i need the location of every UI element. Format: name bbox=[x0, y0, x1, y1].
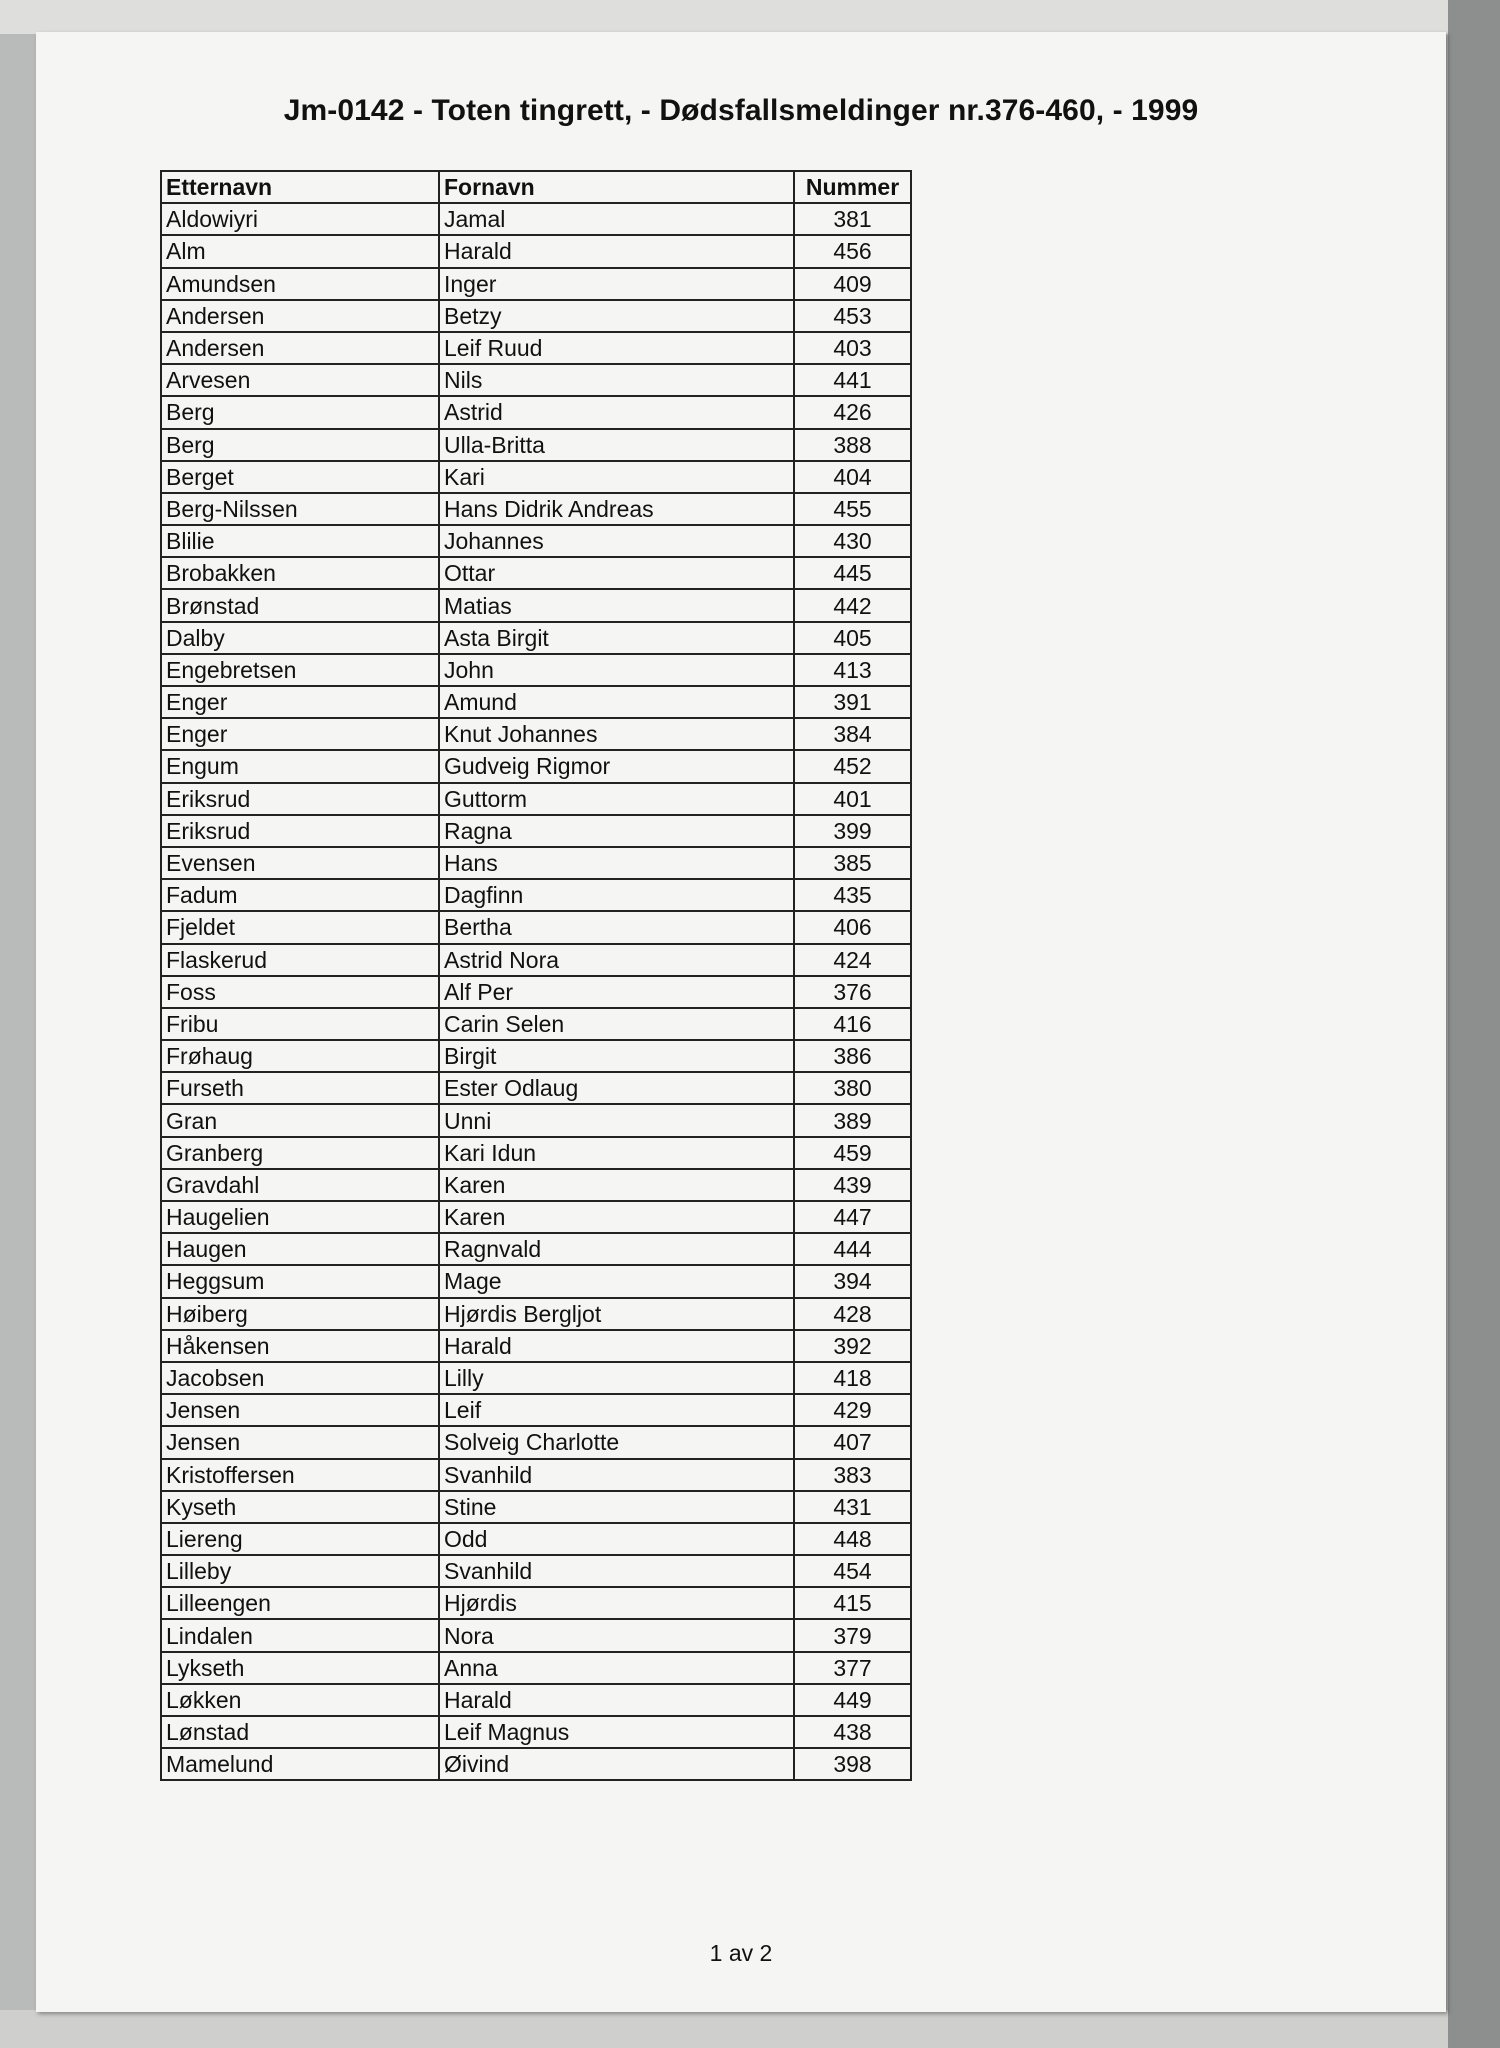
cell-surname: Kyseth bbox=[161, 1491, 439, 1523]
cell-firstname: John bbox=[439, 654, 794, 686]
cell-number: 428 bbox=[794, 1298, 911, 1330]
cell-firstname: Stine bbox=[439, 1491, 794, 1523]
table-body bbox=[161, 203, 911, 1780]
cell-number: 406 bbox=[794, 911, 911, 943]
table-row bbox=[161, 847, 911, 879]
table-row bbox=[161, 1298, 911, 1330]
cell-firstname: Karen bbox=[439, 1201, 794, 1233]
cell-firstname: Hjørdis Bergljot bbox=[439, 1298, 794, 1330]
cell-firstname: Astrid bbox=[439, 396, 794, 428]
cell-number: 413 bbox=[794, 654, 911, 686]
table-row bbox=[161, 493, 911, 525]
cell-surname: Berg bbox=[161, 396, 439, 428]
cell-firstname: Guttorm bbox=[439, 783, 794, 815]
cell-surname: Lilleengen bbox=[161, 1587, 439, 1619]
cell-number: 442 bbox=[794, 589, 911, 621]
table-row bbox=[161, 1169, 911, 1201]
document-page bbox=[36, 32, 1446, 2012]
cell-number: 409 bbox=[794, 268, 911, 300]
header-surname: Etternavn bbox=[161, 171, 439, 203]
cell-surname: Liereng bbox=[161, 1523, 439, 1555]
page-number: 1 av 2 bbox=[709, 1940, 773, 1966]
cell-number: 416 bbox=[794, 1008, 911, 1040]
table-row bbox=[161, 1265, 911, 1297]
table-row bbox=[161, 1555, 911, 1587]
cell-firstname: Anna bbox=[439, 1652, 794, 1684]
cell-number: 403 bbox=[794, 332, 911, 364]
cell-firstname: Nils bbox=[439, 364, 794, 396]
cell-surname: Håkensen bbox=[161, 1330, 439, 1362]
cell-surname: Blilie bbox=[161, 525, 439, 557]
cell-number: 449 bbox=[794, 1684, 911, 1716]
cell-firstname: Carin Selen bbox=[439, 1008, 794, 1040]
cell-firstname: Ragna bbox=[439, 815, 794, 847]
cell-number: 444 bbox=[794, 1233, 911, 1265]
table-row bbox=[161, 1040, 911, 1072]
cell-firstname: Øivind bbox=[439, 1748, 794, 1780]
cell-surname: Løkken bbox=[161, 1684, 439, 1716]
cell-firstname: Birgit bbox=[439, 1040, 794, 1072]
cell-surname: Aldowiyri bbox=[161, 203, 439, 235]
table-row bbox=[161, 1137, 911, 1169]
table-row bbox=[161, 525, 911, 557]
page-title: Jm-0142 - Toten tingrett, - Dødsfallsmeldinger nr.376-460, - 1999 bbox=[283, 94, 1199, 127]
table-row bbox=[161, 1619, 911, 1651]
table-row bbox=[161, 429, 911, 461]
cell-firstname: Amund bbox=[439, 686, 794, 718]
cell-number: 388 bbox=[794, 429, 911, 461]
cell-firstname: Leif Magnus bbox=[439, 1716, 794, 1748]
cell-number: 407 bbox=[794, 1426, 911, 1458]
cell-firstname: Matias bbox=[439, 589, 794, 621]
cell-surname: Evensen bbox=[161, 847, 439, 879]
table-row bbox=[161, 1523, 911, 1555]
table-row bbox=[161, 1684, 911, 1716]
table-row bbox=[161, 1072, 911, 1104]
table-row bbox=[161, 1104, 911, 1136]
cell-firstname: Karen bbox=[439, 1169, 794, 1201]
cell-surname: Berg bbox=[161, 429, 439, 461]
cell-firstname: Ulla-Britta bbox=[439, 429, 794, 461]
cell-firstname: Leif bbox=[439, 1394, 794, 1426]
cell-firstname: Ottar bbox=[439, 557, 794, 589]
table-row bbox=[161, 911, 911, 943]
table-row bbox=[161, 622, 911, 654]
cell-surname: Fribu bbox=[161, 1008, 439, 1040]
cell-firstname: Gudveig Rigmor bbox=[439, 750, 794, 782]
cell-firstname: Kari Idun bbox=[439, 1137, 794, 1169]
cell-firstname: Solveig Charlotte bbox=[439, 1426, 794, 1458]
cell-number: 447 bbox=[794, 1201, 911, 1233]
cell-number: 377 bbox=[794, 1652, 911, 1684]
cell-number: 404 bbox=[794, 461, 911, 493]
cell-firstname: Kari bbox=[439, 461, 794, 493]
cell-surname: Frøhaug bbox=[161, 1040, 439, 1072]
cell-firstname: Hans Didrik Andreas bbox=[439, 493, 794, 525]
table-row bbox=[161, 364, 911, 396]
cell-surname: Lykseth bbox=[161, 1652, 439, 1684]
cell-number: 389 bbox=[794, 1104, 911, 1136]
cell-number: 435 bbox=[794, 879, 911, 911]
cell-firstname: Odd bbox=[439, 1523, 794, 1555]
cell-firstname: Dagfinn bbox=[439, 879, 794, 911]
cell-surname: Amundsen bbox=[161, 268, 439, 300]
cell-number: 429 bbox=[794, 1394, 911, 1426]
scan-background-right bbox=[1448, 0, 1500, 2048]
cell-surname: Enger bbox=[161, 718, 439, 750]
cell-number: 418 bbox=[794, 1362, 911, 1394]
cell-firstname: Unni bbox=[439, 1104, 794, 1136]
cell-firstname: Ester Odlaug bbox=[439, 1072, 794, 1104]
cell-surname: Haugen bbox=[161, 1233, 439, 1265]
cell-firstname: Bertha bbox=[439, 911, 794, 943]
cell-surname: Furseth bbox=[161, 1072, 439, 1104]
cell-firstname: Harald bbox=[439, 235, 794, 267]
cell-surname: Gran bbox=[161, 1104, 439, 1136]
cell-number: 383 bbox=[794, 1459, 911, 1491]
cell-firstname: Alf Per bbox=[439, 976, 794, 1008]
cell-firstname: Leif Ruud bbox=[439, 332, 794, 364]
cell-number: 379 bbox=[794, 1619, 911, 1651]
cell-firstname: Svanhild bbox=[439, 1555, 794, 1587]
cell-surname: Fjeldet bbox=[161, 911, 439, 943]
table-row bbox=[161, 686, 911, 718]
cell-surname: Lønstad bbox=[161, 1716, 439, 1748]
cell-firstname: Hjørdis bbox=[439, 1587, 794, 1619]
cell-firstname: Betzy bbox=[439, 300, 794, 332]
cell-number: 453 bbox=[794, 300, 911, 332]
cell-surname: Jensen bbox=[161, 1394, 439, 1426]
cell-number: 394 bbox=[794, 1265, 911, 1297]
table-row bbox=[161, 815, 911, 847]
cell-number: 439 bbox=[794, 1169, 911, 1201]
cell-surname: Gravdahl bbox=[161, 1169, 439, 1201]
table-row bbox=[161, 235, 911, 267]
cell-number: 438 bbox=[794, 1716, 911, 1748]
table-row bbox=[161, 300, 911, 332]
table-row bbox=[161, 1587, 911, 1619]
cell-surname: Jensen bbox=[161, 1426, 439, 1458]
table-row bbox=[161, 1426, 911, 1458]
cell-number: 441 bbox=[794, 364, 911, 396]
table-row bbox=[161, 718, 911, 750]
cell-surname: Kristoffersen bbox=[161, 1459, 439, 1491]
table-row bbox=[161, 879, 911, 911]
cell-number: 376 bbox=[794, 976, 911, 1008]
cell-number: 386 bbox=[794, 1040, 911, 1072]
table-row bbox=[161, 1459, 911, 1491]
cell-number: 392 bbox=[794, 1330, 911, 1362]
cell-surname: Engum bbox=[161, 750, 439, 782]
table-row bbox=[161, 1008, 911, 1040]
cell-surname: Heggsum bbox=[161, 1265, 439, 1297]
cell-number: 455 bbox=[794, 493, 911, 525]
table-row bbox=[161, 1652, 911, 1684]
table-row bbox=[161, 654, 911, 686]
cell-number: 380 bbox=[794, 1072, 911, 1104]
cell-number: 399 bbox=[794, 815, 911, 847]
table-row bbox=[161, 396, 911, 428]
cell-number: 445 bbox=[794, 557, 911, 589]
cell-firstname: Harald bbox=[439, 1330, 794, 1362]
cell-firstname: Jamal bbox=[439, 203, 794, 235]
cell-firstname: Ragnvald bbox=[439, 1233, 794, 1265]
table-row bbox=[161, 944, 911, 976]
cell-surname: Berget bbox=[161, 461, 439, 493]
cell-firstname: Lilly bbox=[439, 1362, 794, 1394]
cell-surname: Dalby bbox=[161, 622, 439, 654]
cell-surname: Mamelund bbox=[161, 1748, 439, 1780]
cell-surname: Berg-Nilssen bbox=[161, 493, 439, 525]
cell-surname: Haugelien bbox=[161, 1201, 439, 1233]
table-row bbox=[161, 1491, 911, 1523]
scan-background-bottom bbox=[0, 2010, 1448, 2048]
cell-surname: Flaskerud bbox=[161, 944, 439, 976]
cell-firstname: Astrid Nora bbox=[439, 944, 794, 976]
cell-surname: Lilleby bbox=[161, 1555, 439, 1587]
cell-number: 459 bbox=[794, 1137, 911, 1169]
table-row bbox=[161, 1716, 911, 1748]
cell-surname: Eriksrud bbox=[161, 783, 439, 815]
cell-surname: Granberg bbox=[161, 1137, 439, 1169]
table-row bbox=[161, 976, 911, 1008]
header-firstname: Fornavn bbox=[439, 171, 794, 203]
cell-surname: Fadum bbox=[161, 879, 439, 911]
table-row bbox=[161, 750, 911, 782]
cell-number: 452 bbox=[794, 750, 911, 782]
cell-firstname: Asta Birgit bbox=[439, 622, 794, 654]
cell-surname: Arvesen bbox=[161, 364, 439, 396]
cell-number: 405 bbox=[794, 622, 911, 654]
table-row bbox=[161, 1394, 911, 1426]
cell-number: 398 bbox=[794, 1748, 911, 1780]
cell-surname: Jacobsen bbox=[161, 1362, 439, 1394]
table-row bbox=[161, 268, 911, 300]
cell-number: 385 bbox=[794, 847, 911, 879]
cell-surname: Eriksrud bbox=[161, 815, 439, 847]
cell-firstname: Mage bbox=[439, 1265, 794, 1297]
table-row bbox=[161, 203, 911, 235]
cell-firstname: Harald bbox=[439, 1684, 794, 1716]
table-row bbox=[161, 783, 911, 815]
cell-surname: Lindalen bbox=[161, 1619, 439, 1651]
table-row bbox=[161, 1233, 911, 1265]
table-row bbox=[161, 1330, 911, 1362]
cell-surname: Alm bbox=[161, 235, 439, 267]
table-header-row bbox=[161, 171, 911, 203]
cell-firstname: Hans bbox=[439, 847, 794, 879]
cell-number: 426 bbox=[794, 396, 911, 428]
cell-number: 401 bbox=[794, 783, 911, 815]
cell-surname: Brobakken bbox=[161, 557, 439, 589]
scan-background-top bbox=[0, 0, 1448, 34]
cell-surname: Andersen bbox=[161, 300, 439, 332]
cell-number: 454 bbox=[794, 1555, 911, 1587]
cell-number: 415 bbox=[794, 1587, 911, 1619]
table-row bbox=[161, 332, 911, 364]
cell-number: 424 bbox=[794, 944, 911, 976]
table-row bbox=[161, 1201, 911, 1233]
cell-surname: Engebretsen bbox=[161, 654, 439, 686]
cell-surname: Enger bbox=[161, 686, 439, 718]
cell-number: 456 bbox=[794, 235, 911, 267]
cell-surname: Andersen bbox=[161, 332, 439, 364]
cell-number: 431 bbox=[794, 1491, 911, 1523]
death-notices-table bbox=[160, 170, 912, 1781]
table-row bbox=[161, 589, 911, 621]
table-row bbox=[161, 1748, 911, 1780]
cell-number: 391 bbox=[794, 686, 911, 718]
table-row bbox=[161, 1362, 911, 1394]
cell-firstname: Johannes bbox=[439, 525, 794, 557]
cell-number: 430 bbox=[794, 525, 911, 557]
cell-surname: Brønstad bbox=[161, 589, 439, 621]
header-number: Nummer bbox=[794, 171, 911, 203]
cell-number: 448 bbox=[794, 1523, 911, 1555]
cell-firstname: Svanhild bbox=[439, 1459, 794, 1491]
cell-surname: Høiberg bbox=[161, 1298, 439, 1330]
cell-firstname: Knut Johannes bbox=[439, 718, 794, 750]
cell-surname: Foss bbox=[161, 976, 439, 1008]
cell-firstname: Nora bbox=[439, 1619, 794, 1651]
cell-firstname: Inger bbox=[439, 268, 794, 300]
cell-number: 381 bbox=[794, 203, 911, 235]
table-row bbox=[161, 461, 911, 493]
table-row bbox=[161, 557, 911, 589]
cell-number: 384 bbox=[794, 718, 911, 750]
